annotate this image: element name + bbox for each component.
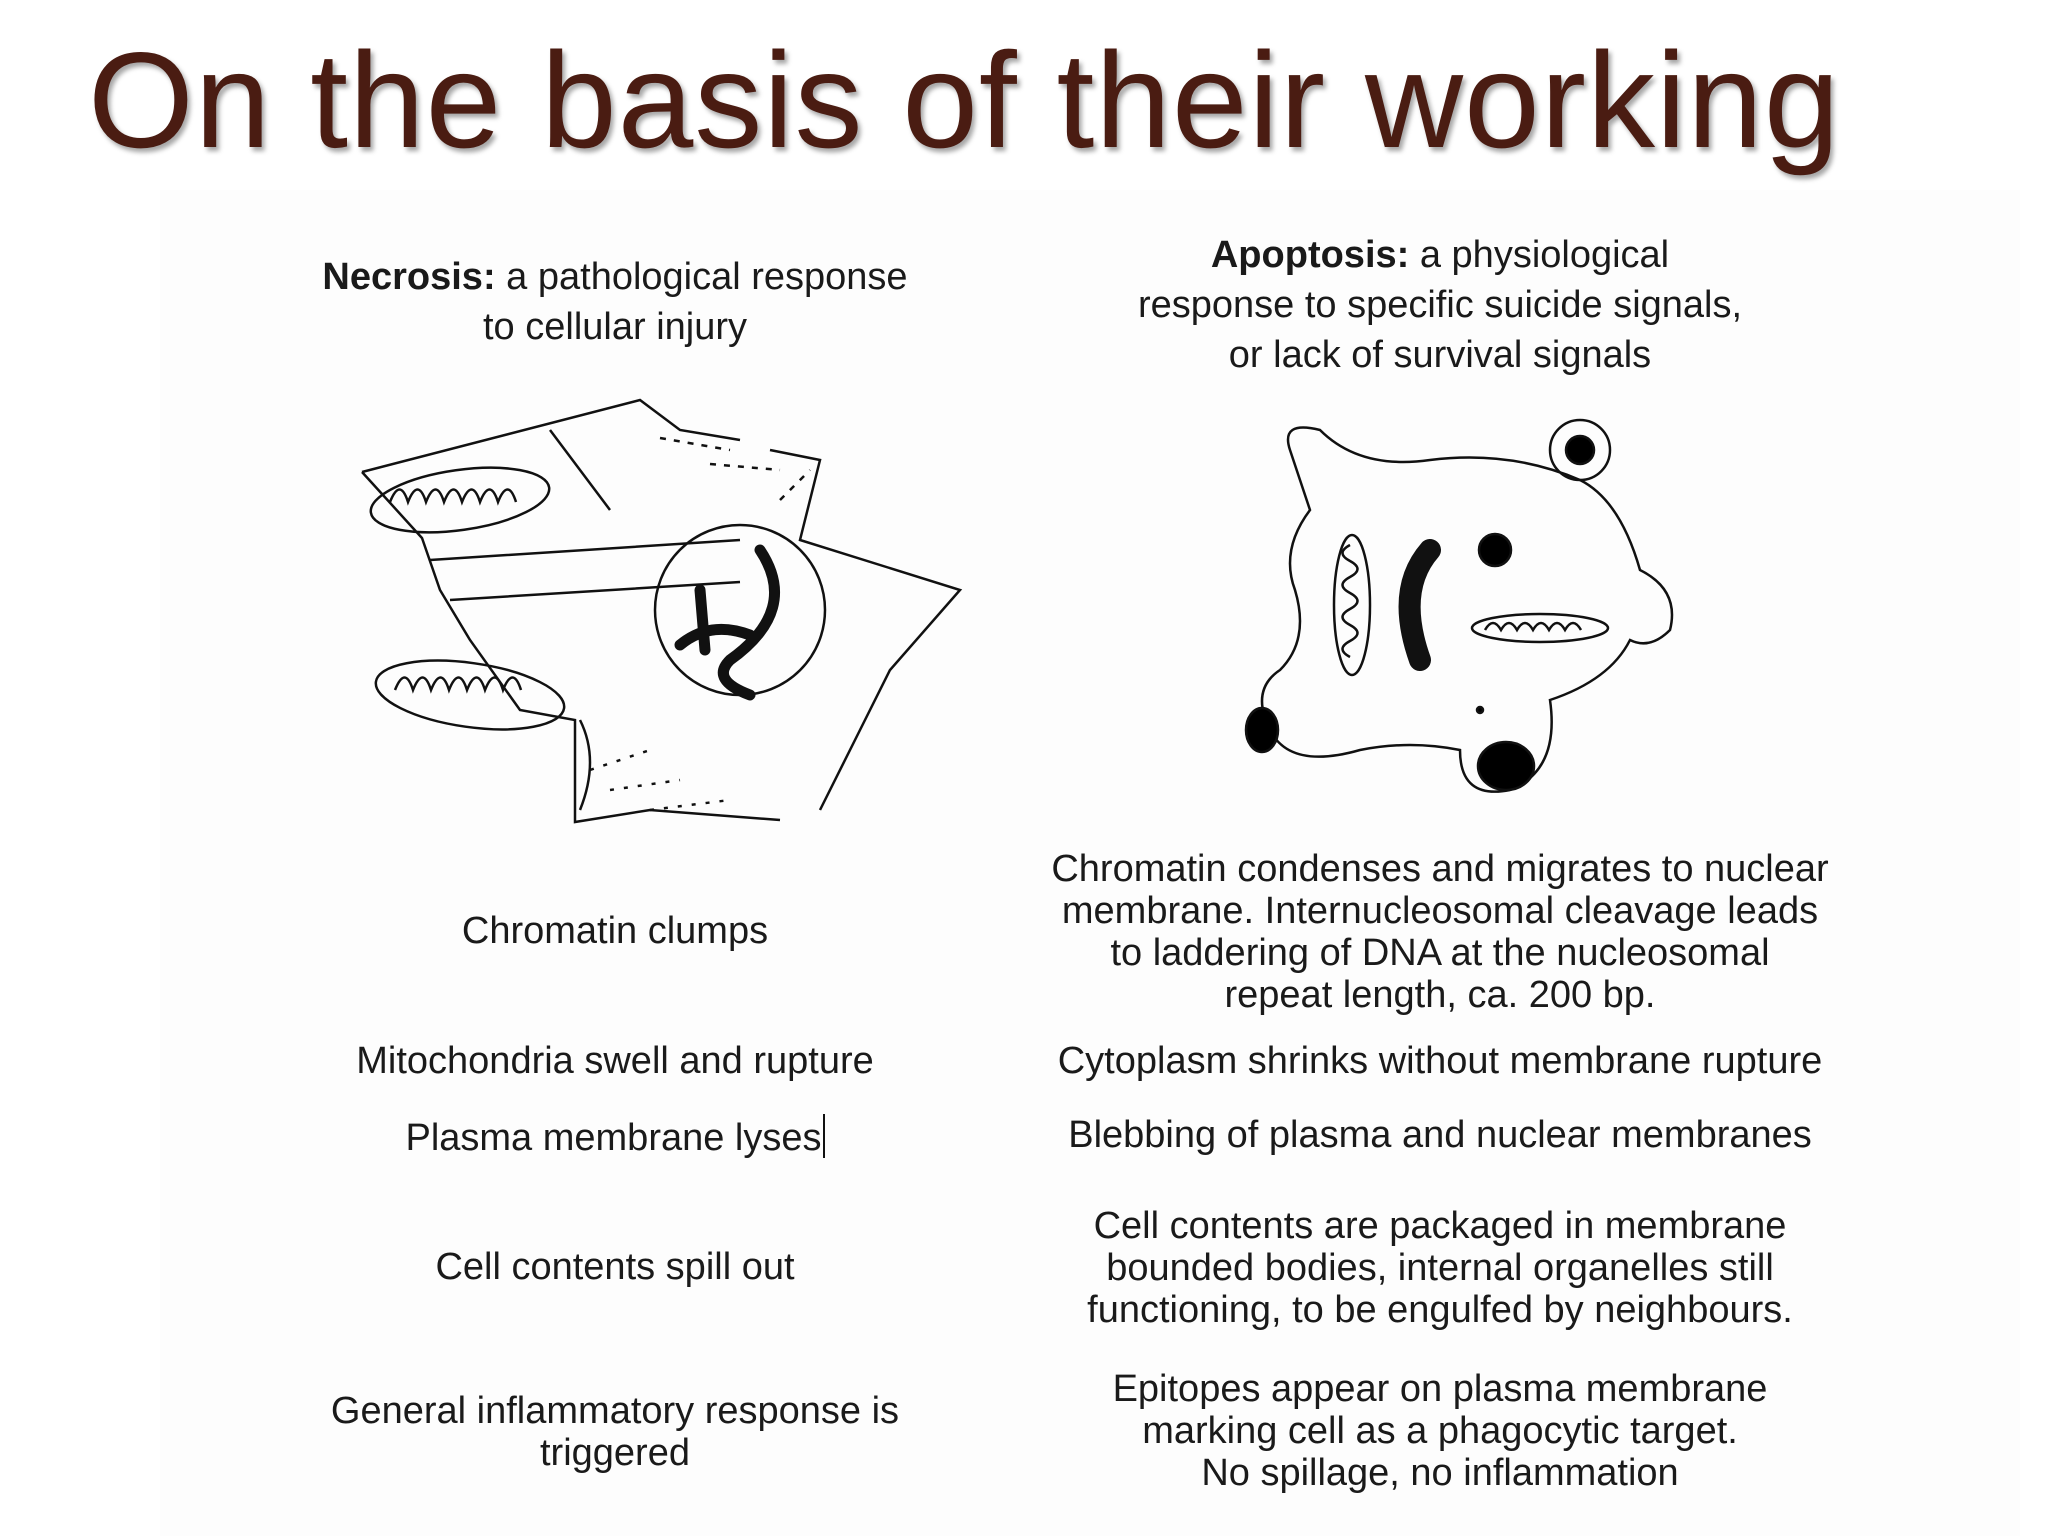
apoptosis-chromatin-line1: Chromatin condenses and migrates to nuclear bbox=[1051, 848, 1829, 890]
apoptotic-bleb-bottom bbox=[1478, 742, 1534, 790]
swollen-mitochondrion-upper bbox=[367, 458, 554, 542]
apoptosis-term: Apoptosis: bbox=[1210, 234, 1410, 276]
apoptotic-cell-membrane bbox=[1262, 428, 1672, 792]
condensed-chromatin-crescent bbox=[1410, 550, 1430, 660]
apoptosis-desc-line1: a physiological bbox=[1419, 234, 1670, 276]
apoptosis-epitopes-line1: Epitopes appear on plasma membrane bbox=[1112, 1368, 1768, 1410]
apoptosis-epitopes-line2: marking cell as a phagocytic target. bbox=[1142, 1410, 1738, 1452]
necrosis-feature-inflammation-line1: General inflammatory response is bbox=[330, 1390, 900, 1432]
necrosis-feature-mitochondria: Mitochondria swell and rupture bbox=[356, 1040, 874, 1082]
text-cursor bbox=[823, 1114, 825, 1158]
necrotic-cell-illustration bbox=[350, 390, 990, 850]
apoptosis-feature-packaging bbox=[1000, 1205, 1880, 1331]
necrosis-feature-inflammation-line2: triggered bbox=[540, 1432, 690, 1474]
apoptotic-bleb-left bbox=[1246, 708, 1278, 752]
necrotic-debris-lines bbox=[660, 438, 810, 500]
ruptured-mitochondrion-lower bbox=[371, 650, 568, 740]
necrotic-cytoskeleton-lines bbox=[430, 540, 740, 600]
apoptosis-epitopes-line3: No spillage, no inflammation bbox=[1201, 1452, 1679, 1494]
apoptosis-feature-blebbing: Blebbing of plasma and nuclear membranes bbox=[1068, 1114, 1812, 1156]
apoptosis-chromatin-line2: membrane. Internucleosomal cleavage leads bbox=[1061, 890, 1819, 932]
necrosis-feature-inflammation bbox=[280, 1390, 950, 1474]
necrosis-desc-line1: a pathological response bbox=[506, 256, 908, 298]
mito-cristae-vertical bbox=[1343, 545, 1358, 657]
apoptosis-packaging-line3: functioning, to be engulfed by neighbours. bbox=[1087, 1289, 1793, 1331]
apoptosis-feature-cytoplasm: Cytoplasm shrinks without membrane rupture bbox=[1057, 1040, 1823, 1082]
mito-cristae-horizontal bbox=[1485, 623, 1581, 630]
apoptosis-chromatin-line3: to laddering of DNA at the nucleosomal bbox=[1110, 932, 1770, 974]
necrotic-spill-dots bbox=[590, 750, 730, 810]
necrosis-feature-chromatin: Chromatin clumps bbox=[461, 910, 769, 952]
apoptotic-mitochondrion-vertical bbox=[1334, 535, 1370, 675]
apoptosis-desc-line3: or lack of survival signals bbox=[1228, 334, 1652, 376]
necrotic-cell-membrane bbox=[362, 400, 960, 822]
apoptosis-feature-epitopes bbox=[1000, 1368, 1880, 1494]
apoptotic-body-dot bbox=[1566, 436, 1594, 464]
slide-title: On the basis of their working bbox=[88, 24, 1841, 176]
mitochondrion-cristae-upper bbox=[390, 490, 516, 503]
apoptosis-packaging-line1: Cell contents are packaged in membrane bbox=[1093, 1205, 1787, 1247]
necrosis-desc-line2: to cellular injury bbox=[483, 306, 747, 348]
small-fragment bbox=[1477, 707, 1483, 713]
apoptotic-mitochondrion-horizontal bbox=[1472, 614, 1608, 642]
apoptosis-chromatin-line4: repeat length, ca. 200 bp. bbox=[1224, 974, 1656, 1016]
necrosis-term: Necrosis: bbox=[322, 256, 496, 298]
apoptosis-packaging-line2: bounded bodies, internal organelles still bbox=[1106, 1247, 1774, 1289]
necrosis-feature-membrane-text: Plasma membrane lyses bbox=[405, 1117, 822, 1159]
chromatin-fragment bbox=[1479, 534, 1511, 566]
clumped-chromatin bbox=[680, 550, 775, 695]
necrotic-nucleus bbox=[655, 525, 825, 695]
necrosis-feature-membrane bbox=[280, 1114, 950, 1159]
apoptosis-desc-line2: response to specific suicide signals, bbox=[1137, 284, 1743, 326]
apoptosis-feature-chromatin bbox=[1000, 848, 1880, 1016]
necrosis-heading bbox=[280, 252, 950, 352]
apoptosis-heading bbox=[1060, 230, 1820, 380]
necrosis-feature-spill: Cell contents spill out bbox=[435, 1246, 795, 1288]
necrotic-fold-lines bbox=[550, 430, 610, 810]
apoptotic-cell-illustration bbox=[1210, 390, 1730, 820]
